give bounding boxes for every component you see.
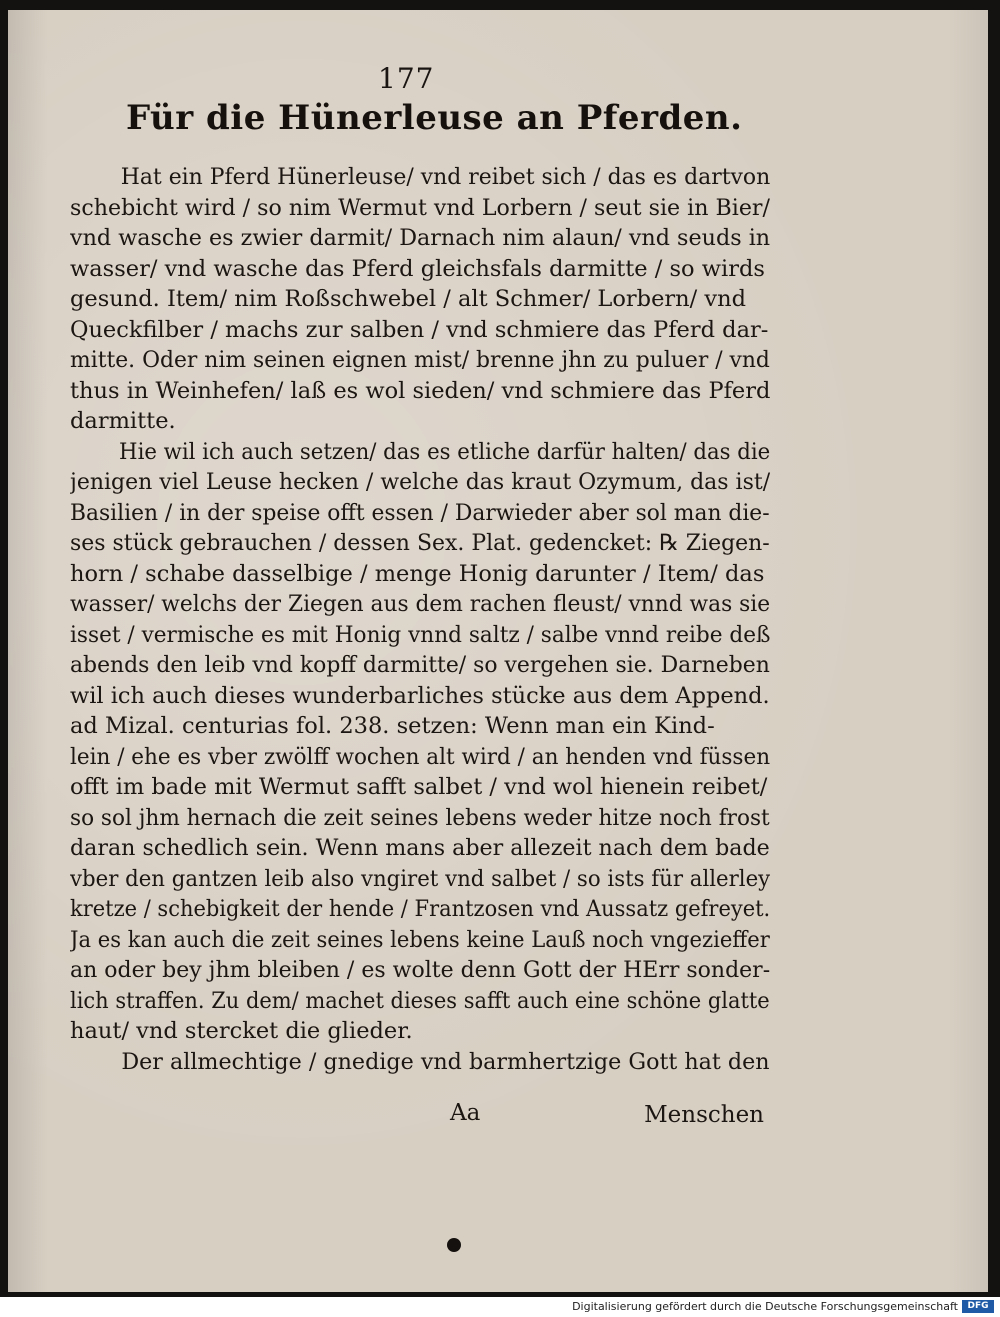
page-footer-catchwords	[70, 1100, 770, 1134]
text-line: ad Mizal. centurias fol. 238. setzen: Wenn man ein Kind-	[70, 713, 715, 739]
text-line: so sol jhm hernach die zeit seines lebens weder hitze noch frost	[70, 804, 770, 831]
text-line: schebicht wird / so nim Wermut vnd Lorbern / seut sie in Bier/	[70, 194, 770, 221]
text-line: abends den leib vnd kopff darmitte/ so vergehen sie. Darneben	[70, 652, 770, 678]
text-line: lein / ehe es vber zwölff wochen alt wird / an henden vnd füssen	[70, 743, 771, 770]
text-line: Hie wil ich auch setzen/ das es etliche darfür halten/ das die	[119, 438, 771, 465]
text-line: haut/ vnd stercket die glieder.	[70, 1018, 413, 1044]
footer-credit: Digitalisierung gefördert durch die Deutsche Forschungsgemeinschaft	[572, 1300, 958, 1313]
body-text	[70, 162, 770, 1077]
text-line: thus in Weinhefen/ laß es wol sieden/ vnd schmiere das Pferd	[70, 377, 770, 404]
text-line: offt im bade mit Wermut safft salbet / vnd wol hienein reibet/	[70, 774, 768, 800]
dfg-logo: DFG	[962, 1300, 994, 1313]
text-line: Hat ein Pferd Hünerleuse/ vnd reibet sich / das es dartvon	[120, 164, 771, 190]
text-line: vnd wasche es zwier darmit/ Darnach nim alaun/ vnd seuds in	[70, 225, 770, 251]
text-line: darmitte.	[70, 408, 176, 434]
text-line: Queckfilber / machs zur salben / vnd schmiere das Pferd dar-	[70, 316, 769, 343]
text-line: Der allmechtige / gnedige vnd barmhertzige Gott hat den	[121, 1048, 770, 1075]
text-line: daran schedlich sein. Wenn mans aber allezeit nach dem bade	[70, 835, 770, 861]
text-line: wasser/ welchs der Ziegen aus dem rachen fleust/ vnnd was sie	[70, 591, 770, 617]
text-line: horn / schabe dasselbige / menge Honig darunter / Item/ das	[70, 560, 765, 587]
signature-mark: Aa	[450, 1100, 481, 1126]
text-line: lich straffen. Zu dem/ machet dieses safft auch eine schöne glatte	[70, 987, 770, 1014]
text-line: jenigen viel Leuse hecken / welche das kraut Ozymum, das ist/	[70, 469, 771, 495]
text-line: ses stück gebrauchen / dessen Sex. Plat. gedencket: ℞ Ziegen-	[70, 530, 770, 556]
page-number: 177	[378, 62, 435, 95]
text-line: kretze / schebigkeit der hende / Frantzosen vnd Aussatz gefreyet.	[70, 896, 771, 922]
book-page	[8, 10, 988, 1292]
text-line: mitte. Oder nim seinen eignen mist/ brenne jhn zu puluer / vnd	[70, 347, 770, 373]
text-line: vber den gantzen leib also vngiret vnd salbet / so ists für allerley	[70, 865, 771, 892]
digitization-footer	[0, 1297, 1000, 1317]
text-line: an oder bey jhm bleiben / es wolte denn Gott der HErr sonder-	[70, 957, 771, 983]
catchword: Menschen	[644, 1102, 764, 1128]
text-line: Ja es kan auch die zeit seines lebens keine Lauß noch vngezieffer	[70, 926, 770, 953]
text-line: Basilien / in der speise offt essen / Darwieder aber sol man die-	[70, 499, 770, 526]
page-heading: Für die Hünerleuse an Pferden.	[126, 98, 743, 138]
ink-dot	[447, 1238, 461, 1252]
text-line: isset / vermische es mit Honig vnnd saltz / salbe vnnd reibe deß	[70, 621, 770, 648]
text-line: gesund. Item/ nim Roßschwebel / alt Schmer/ Lorbern/ vnd	[70, 286, 746, 312]
text-line: wil ich auch dieses wunderbarliches stücke aus dem Append.	[70, 682, 770, 709]
text-line: wasser/ vnd wasche das Pferd gleichsfals darmitte / so wirds	[70, 255, 765, 282]
